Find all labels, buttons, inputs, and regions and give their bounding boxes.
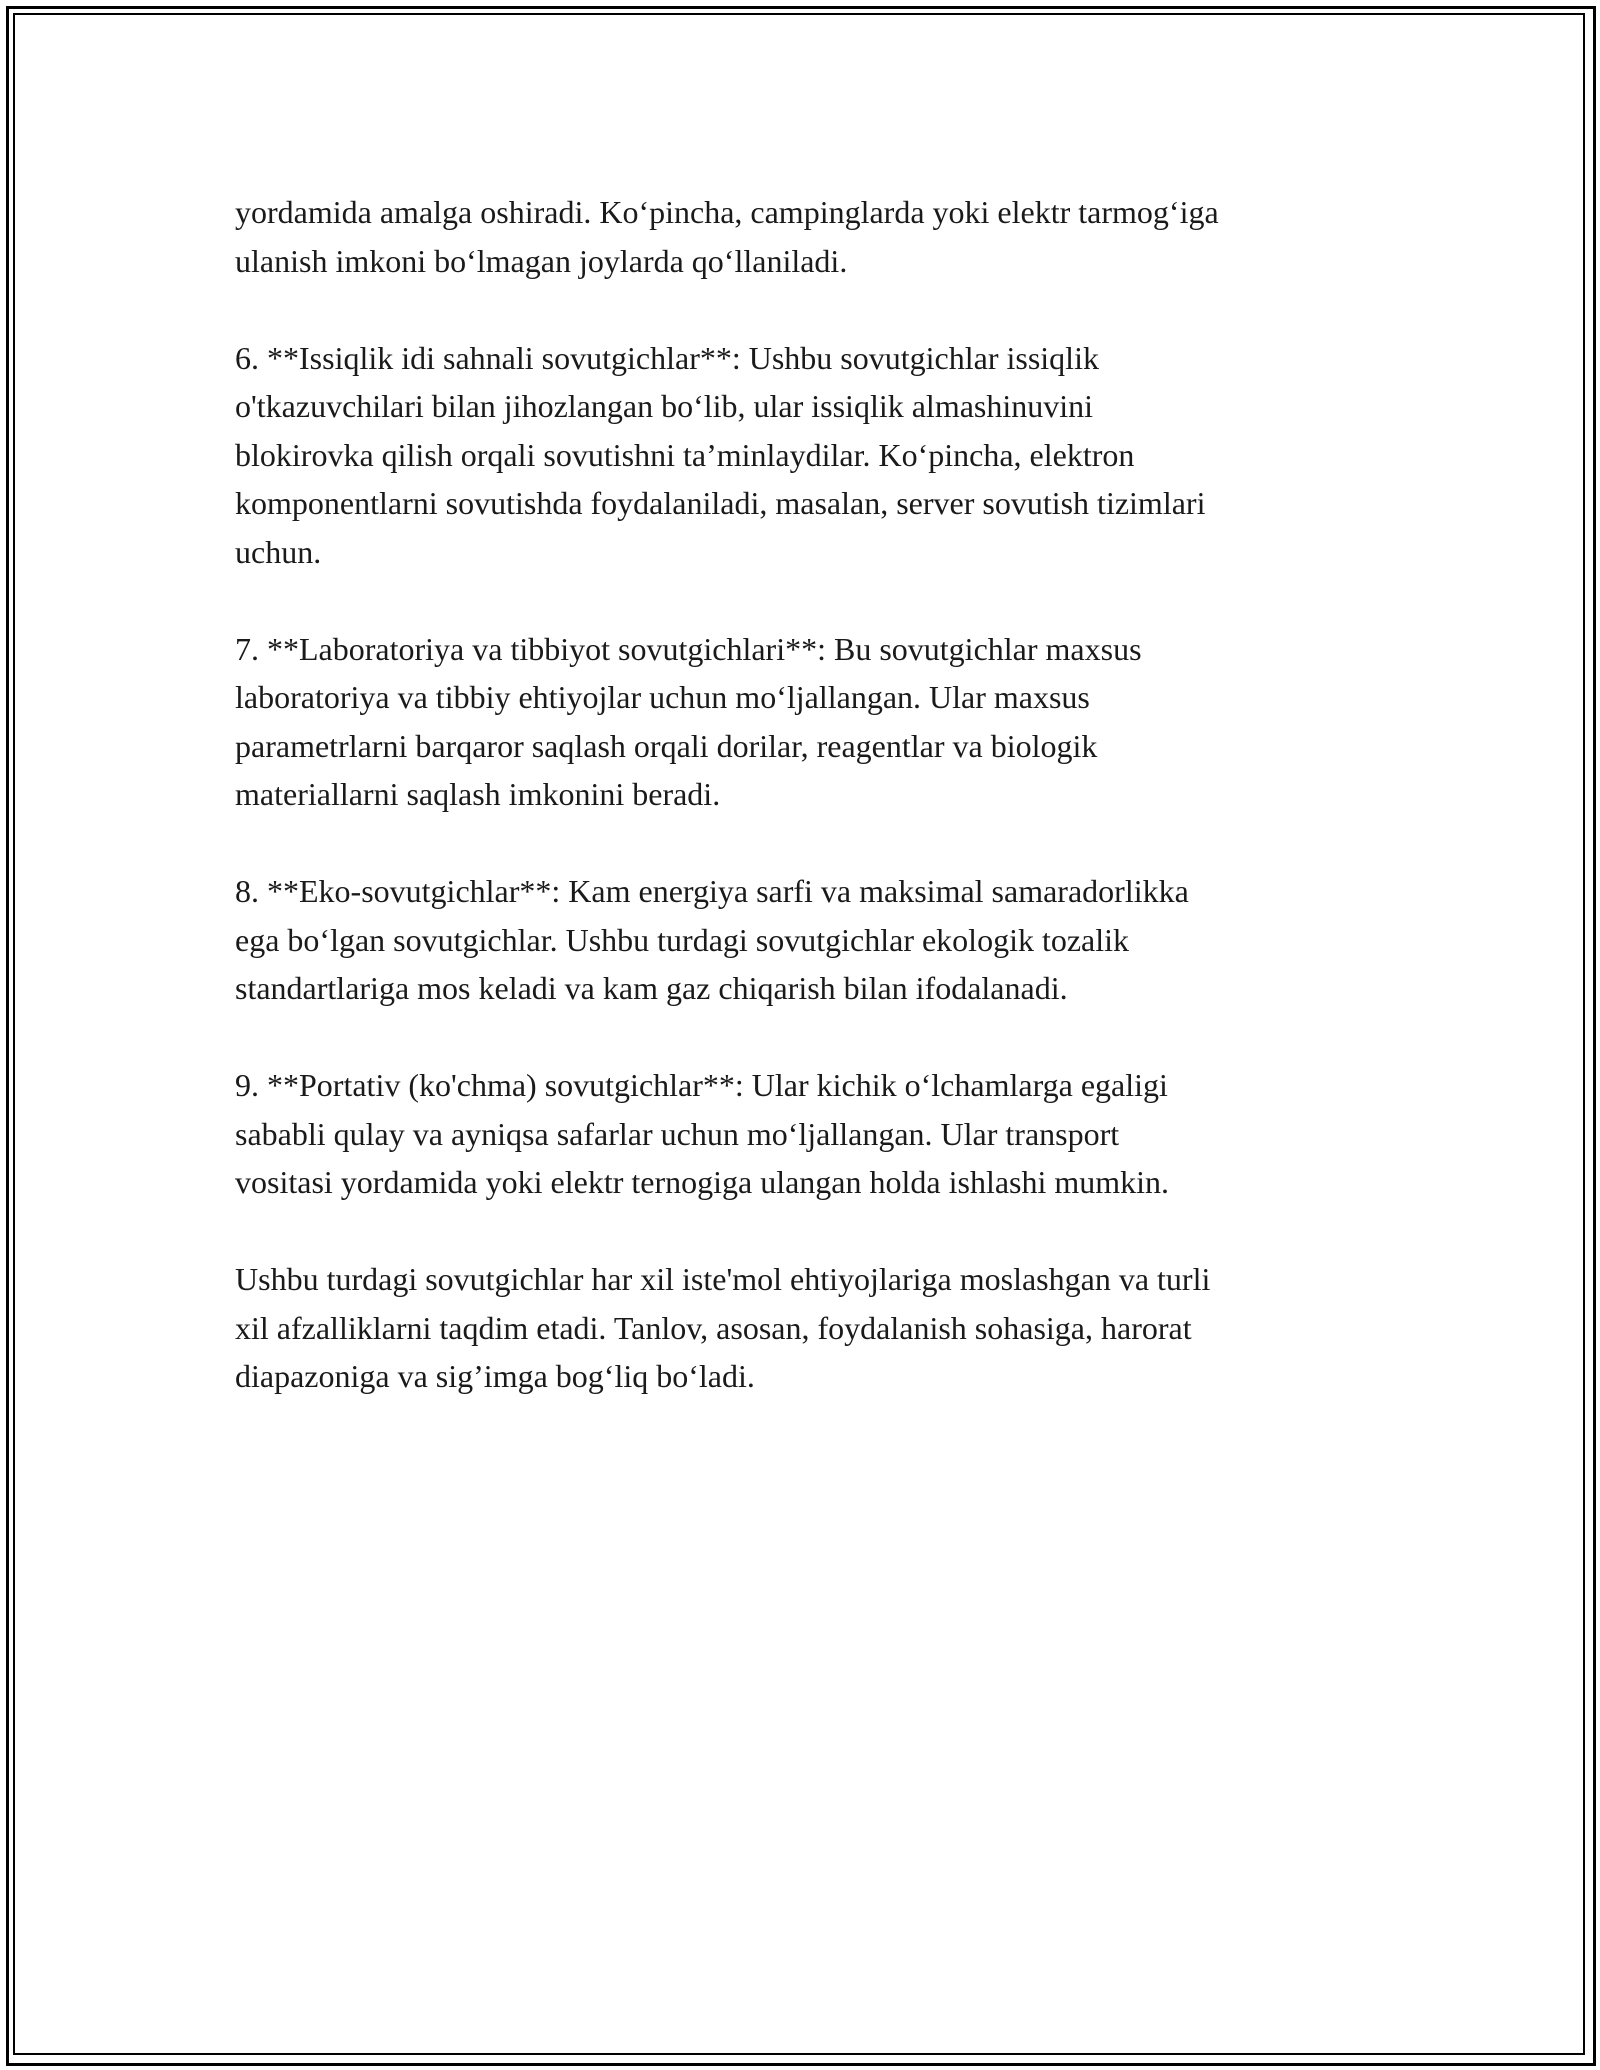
paragraph-item-9: 9. **Portativ (ko'chma) sovutgichlar**: Ular kichik o‘lchamlarga egaligi sababli qulay va ayniqsa safarlar uchun mo‘ljallangan. Ular transport vositasi yordamida yoki elektr ternogiga ulangan holda ishlashi mumkin. (235, 1067, 1170, 1200)
paragraph-item-8: 8. **Eko-sovutgichlar**: Kam energiya sarfi va maksimal samaradorlikka ega bo‘lgan sovutgichlar. Ushbu turdagi sovutgichlar ekologik tozalik standartlariga mos keladi va kam gaz chiqarish bilan ifodalanadi. (235, 873, 1189, 1006)
paragraph-conclusion: Ushbu turdagi sovutgichlar har xil iste'mol ehtiyojlariga moslashgan va turli xil afzalliklarni taqdim etadi. Tanlov, asosan, foydalanish sohasiga, harorat diapazoniga va sig’imga bog‘liq bo‘ladi. (235, 1261, 1211, 1394)
paragraph-item-6: 6. **Issiqlik idi sahnali sovutgichlar**: Ushbu sovutgichlar issiqlik o'tkazuvchilari bilan jihozlangan bo‘lib, ular issiqlik almashinuvini blokirovka qilish orqali sovutishni ta’minlaydilar. Ko‘pincha, elektron komponentlarni sovutishda foydalaniladi, masalan, server sovutish tizimlari uchun. (235, 339, 1206, 570)
document-body (235, 188, 1375, 1449)
paragraph-item-7: 7. **Laboratoriya va tibbiyot sovutgichlari**: Bu sovutgichlar maxsus laboratoriya va tibbiy ehtiyojlar uchun mo‘ljallangan. Ular maxsus parametrlarni barqaror saqlash orqali dorilar, reagentlar va biologik materiallarni saqlash imkonini beradi. (235, 630, 1142, 812)
paragraph-continuation: yordamida amalga oshiradi. Ko‘pincha, campinglarda yoki elektr tarmog‘iga ulanish imkoni bo‘lmagan joylarda qo‘llaniladi. (235, 194, 1219, 279)
